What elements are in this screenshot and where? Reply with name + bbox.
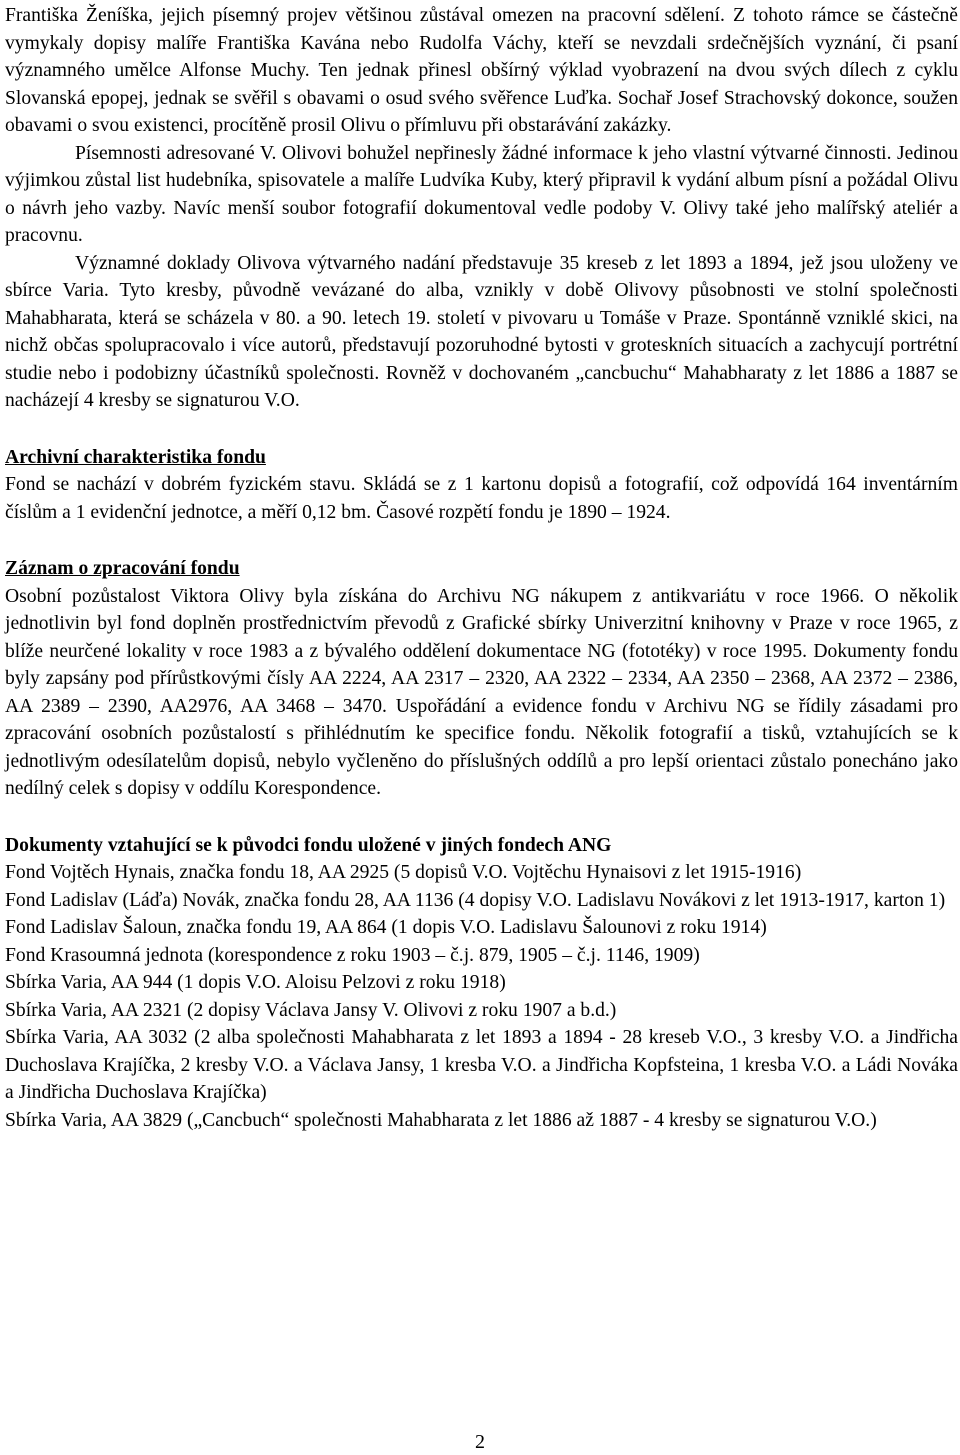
paragraph-archive-characteristics: Fond se nachází v dobrém fyzickém stavu. Skládá se z 1 kartonu dopisů a fotografií, což odpovídá 164 inventárním číslům a 1 evidenční jednotce, a měří 0,12 bm. Časové rozpětí fondu je 1890 – 1924.	[5, 474, 958, 523]
paragraph-mucha-letters: Františka Ženíška, jejich písemný projev většinou zůstával omezen na pracovní sdělení. Z tohoto rámce se částečně vymykaly dopisy malíře Františka Kavána nebo Rudolfa Váchy, kteří se nevzdali srdečnějších vyznání, či psaní významného umělce Alfonse Muchy. Ten jednak přinesl obšírný výklad vyobrazení na dvou svých dílech z cyklu Slovanská epopej, jednak se svěřil s obavami o osud svého svěřence Luďka. Sochař Josef Strachovský dokonce, soužen obavami o svou existenci, procítěně prosil Olivu o přímluvu při obstarávání zakázky.	[5, 5, 958, 136]
related-document-item: Sbírka Varia, AA 3829 („Cancbuch“ společnosti Mahabharata z let 1886 až 1887 - 4 kresby se signaturou V.O.)	[5, 1109, 877, 1131]
section-gap	[5, 526, 958, 555]
paragraph-mahabharata-drawings: Významné doklady Olivova výtvarného nadání představuje 35 kreseb z let 1893 a 1894, jež jsou uloženy ve sbírce Varia. Tyto kresby, původně vevázané do alba, vznikly v době Olivovy působnosti ve stolní společnosti Mahabharata, která se scházela v 80. a 90. letech 19. století v pivovaru u Tomáše v Praze. Spontánně vzniklé skici, na nichž občas spolupracovalo i více autorů, představují pozoruhodné bytosti v groteskních situacích a zachycují portrétní studie nebo i podobizny účastníků společnosti. Rovněž v dochovaném „cancbuchu“ Mahabharaty z let 1886 a 1887 se nacházejí 4 kresby se signaturou V.O.	[5, 252, 958, 411]
heading-processing-record: Záznam o zpracování fondu	[5, 558, 240, 579]
section-gap	[5, 415, 958, 444]
paragraph-processing-record: Osobní pozůstalost Viktora Olivy byla získána do Archivu NG nákupem z antikvariátu v roce 1966. O několik jednotlivin byl fond doplněn prostřednictvím převodů z Grafické sbírky Univerzitní knihovny v Praze v roce 1965, z blíže neurčené lokality v roce 1983 a z bývalého oddělení dokumentace NG (fototéky) v roce 1995. Dokumenty fondu byly zapsány pod přírůstkovými čísly AA 2224, AA 2317 – 2320, AA 2322 – 2334, AA 2350 – 2368, AA 2372 – 2386, AA 2389 – 2390, AA2976, AA 3468 – 3470. Uspořádání a evidence fondu v Archivu NG se řídily zásadami pro zpracování osobních pozůstalostí s přihlédnutím ke specifice fondu. Několik fotografií a tisků, vztahujících se k jednotlivým odesílatelům dopisů, nebylo vyčleněno do příslušných oddílů a pro lepší orientaci zůstalo ponecháno jako nedílný celek s dopisy v oddílu Korespondence.	[5, 585, 958, 799]
related-document-item: Sbírka Varia, AA 944 (1 dopis V.O. Aloisu Pelzovi z roku 1918)	[5, 972, 506, 993]
page-number: 2	[475, 1431, 485, 1453]
related-document-item: Fond Vojtěch Hynais, značka fondu 18, AA 2925 (5 dopisů V.O. Vojtěchu Hynaisovi z let 1915-1916)	[5, 862, 802, 883]
related-document-item: Fond Krasoumná jednota (korespondence z roku 1903 – č.j. 879, 1905 – č.j. 1146, 1909)	[5, 944, 700, 966]
related-document-item: Sbírka Varia, AA 2321 (2 dopisy Václava Jansy V. Olivovi z roku 1907 a b.d.)	[5, 999, 617, 1021]
heading-related-documents: Dokumenty vztahující se k původci fondu uložené v jiných fondech ANG	[5, 834, 612, 856]
heading-archive-characteristics: Archivní charakteristika fondu	[5, 446, 266, 468]
document-page	[5, 2, 958, 1134]
paragraph-oliva-documents: Písemnosti adresované V. Olivovi bohužel nepřinesly žádné informace k jeho vlastní výtvarné činnosti. Jedinou výjimkou zůstal list hudebníka, spisovatele a malíře Ludvíka Kuby, který připravil k vydání album písní a požádal Olivu o návrh jeho vazby. Navíc menší soubor fotografií dokumentoval vedle podoby V. Olivy také jeho malířský ateliér a pracovnu.	[5, 142, 958, 246]
related-document-item: Fond Ladislav Šaloun, značka fondu 19, AA 864 (1 dopis V.O. Ladislavu Šalounovi z roku 1914)	[5, 917, 767, 938]
related-document-item: Fond Ladislav (Láďa) Novák, značka fondu 28, AA 1136 (4 dopisy V.O. Ladislavu Novákovi z let 1913-1917, karton 1)	[5, 889, 946, 911]
section-gap	[5, 803, 958, 832]
related-document-item: Sbírka Varia, AA 3032 (2 alba společnosti Mahabharata z let 1893 a 1894 - 28 kreseb V.O., 3 kresby V.O. a Jindřicha Duchoslava Krajíčka, 2 kresby V.O. a Václava Jansy, 1 kresba V.O. a Jindřicha Kopfsteina, 1 kresba V.O. a Ládi Nováka a Jindřicha Duchoslava Krajíčka)	[5, 1027, 958, 1103]
